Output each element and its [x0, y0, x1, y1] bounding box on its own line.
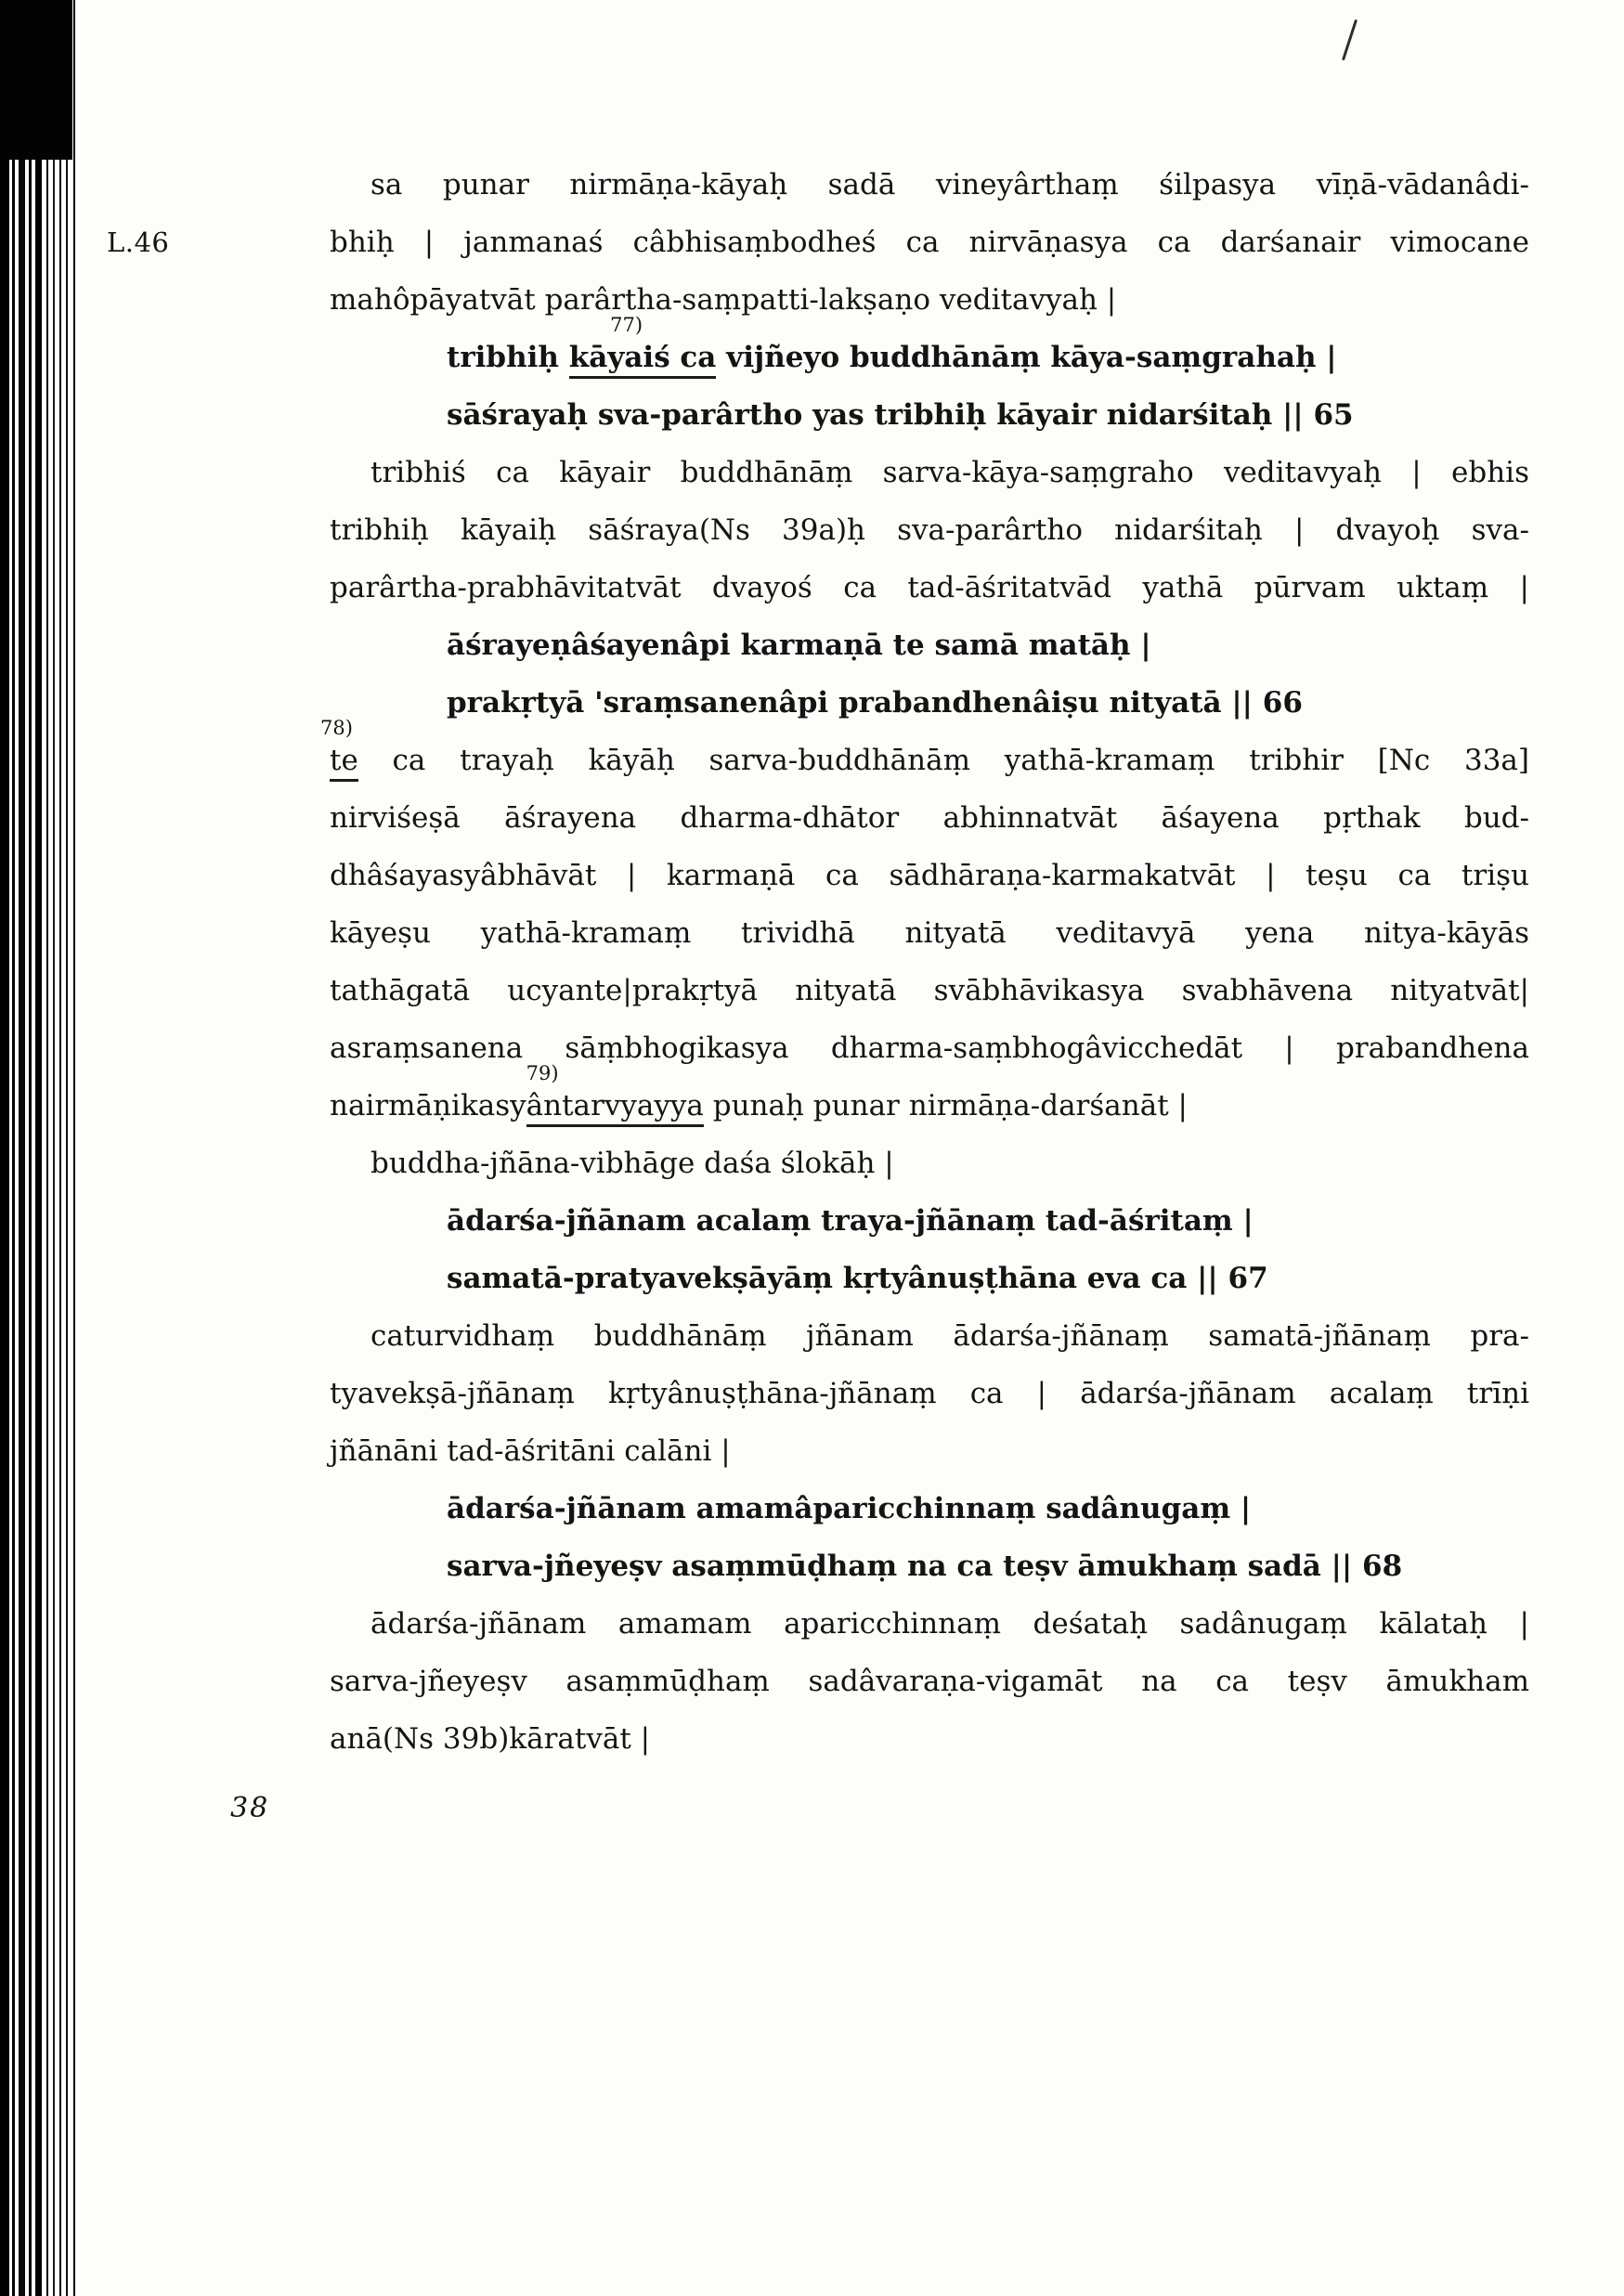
underlined-term: ântarvyayya 79): [526, 1089, 704, 1127]
text-segment: mahôpāyatvāt parârtha-saṃpatti-lakṣaṇo veditavyaḥ |: [330, 283, 1117, 317]
footnote-marker: 77): [610, 314, 643, 336]
prose-line: [330, 962, 1529, 1019]
verse-line: [330, 386, 1529, 444]
footnote-marker: 79): [526, 1062, 559, 1084]
text-segment: ādarśa-jñānam acalaṃ traya-jñānaṃ tad-āśritaṃ |: [447, 1204, 1254, 1238]
text-segment: sarva-jñeyeṣv asaṃmūḍhaṃ na ca teṣv āmukhaṃ sadā || 68: [447, 1550, 1403, 1583]
prose-line: [330, 847, 1529, 904]
prose-line: [330, 559, 1529, 616]
prose-line: [330, 271, 1529, 329]
text-segment: asraṃsanena sāṃbhogikasya dharma-saṃbhogâvicchedāt | prabandhena: [330, 1031, 1529, 1065]
prose-line: [330, 1422, 1529, 1480]
text-segment: tyavekṣā-jñānaṃ kṛtyânuṣṭhāna-jñānaṃ ca | ādarśa-jñānam acalaṃ trīṇi: [330, 1377, 1529, 1410]
prose-line: [330, 1365, 1529, 1422]
text-segment: tribhiḥ: [447, 341, 569, 374]
prose-line: [330, 1062, 1529, 1135]
text-segment: sarva-jñeyeṣv asaṃmūḍhaṃ sadâvaraṇa-vigamāt na ca teṣv āmukham: [330, 1665, 1529, 1698]
text-segment: dhâśayasyâbhāvāt | karmaṇā ca sādhāraṇa-karmakatvāt | teṣu ca triṣu: [330, 859, 1529, 892]
text-segment: ca trayaḥ kāyāḥ sarva-buddhānāṃ yathā-kramaṃ tribhir [Nc 33a]: [357, 744, 1529, 777]
prose-line: [330, 444, 1529, 501]
text-segment: samatā-pratyavekṣāyāṃ kṛtyânuṣṭhāna eva ca || 67: [447, 1262, 1268, 1295]
underlined-term: kāyaiś ca 77): [569, 341, 717, 379]
prose-line: [330, 1135, 1529, 1192]
text-segment: anā(Ns 39b)kāratvāt |: [330, 1722, 651, 1756]
prose-line: [330, 904, 1529, 962]
verse-line: [330, 674, 1529, 732]
prose-line: [330, 156, 1529, 214]
prose-line: [107, 214, 1529, 271]
text-segment: ādarśa-jñānam amamam aparicchinnaṃ deśataḥ sadânugaṃ kālataḥ |: [370, 1607, 1529, 1641]
text-segment: bhiḥ | janmanaś câbhisaṃbodheś ca nirvāṇasya ca darśanair vimocane: [330, 226, 1529, 259]
verse-line: [330, 1192, 1529, 1250]
prose-line: [330, 1710, 1529, 1768]
verse-line: [330, 1250, 1529, 1307]
text-segment: nirviśeṣā āśrayena dharma-dhātor abhinnatvāt āśayena pṛthak bud-: [330, 801, 1529, 835]
scan-ink-corner-block: [0, 0, 72, 160]
page-number: 38: [230, 1792, 270, 1824]
text-segment: buddha-jñāna-vibhāge daśa ślokāḥ |: [370, 1147, 894, 1180]
text-segment: punaḥ punar nirmāṇa-darśanāt |: [703, 1089, 1188, 1122]
text-segment: sāśrayaḥ sva-parârtho yas tribhiḥ kāyair nidarśitaḥ || 65: [447, 398, 1354, 432]
text-block: [107, 156, 1529, 1768]
footnote-marker: 78): [320, 717, 353, 739]
prose-line: [330, 1019, 1529, 1077]
prose-line: [330, 1653, 1529, 1710]
text-segment: tribhiś ca kāyair buddhānāṃ sarva-kāya-saṃgraho veditavyaḥ | ebhis: [370, 456, 1529, 489]
text-segment: vijñeyo buddhānāṃ kāya-saṃgrahaḥ |: [716, 341, 1337, 374]
text-segment: sa punar nirmāṇa-kāyaḥ sadā vineyârthaṃ śilpasya vīṇā-vādanâdi-: [370, 168, 1529, 201]
prose-line: [330, 1595, 1529, 1653]
prose-line: [330, 1307, 1529, 1365]
verse-line: [330, 314, 1529, 386]
text-segment: nairmāṇikasy: [330, 1089, 526, 1122]
text-segment: parârtha-prabhāvitatvāt dvayoś ca tad-āśritatvād yathā pūrvam uktaṃ |: [330, 571, 1529, 604]
prose-line: [330, 501, 1529, 559]
text-segment: ādarśa-jñānam amamâparicchinnaṃ sadânugaṃ |: [447, 1492, 1252, 1525]
verse-line: [330, 1480, 1529, 1537]
text-segment: prakṛtyā 'sraṃsanenâpi prabandhenâiṣu nityatā || 66: [447, 686, 1303, 720]
prose-line: [330, 789, 1529, 847]
text-segment: āśrayeṇâśayenâpi karmaṇā te samā matāḥ |: [447, 629, 1151, 662]
underlined-term: te 78): [330, 744, 358, 782]
margin-line-reference: L.46: [107, 227, 170, 258]
binding-scan-stripes: [0, 0, 82, 2296]
prose-line: [320, 717, 1529, 789]
text-segment: kāyeṣu yathā-kramaṃ trividhā nityatā veditavyā yena nitya-kāyās: [330, 916, 1529, 950]
verse-line: [330, 616, 1529, 674]
pen-mark: [1342, 19, 1358, 61]
text-segment: jñānāni tad-āśritāni calāni |: [330, 1434, 731, 1468]
text-segment: tribhiḥ kāyaiḥ sāśraya(Ns 39a)ḥ sva-parârtho nidarśitaḥ | dvayoḥ sva-: [330, 513, 1529, 547]
text-segment: caturvidhaṃ buddhānāṃ jñānam ādarśa-jñānaṃ samatā-jñānaṃ pra-: [370, 1319, 1529, 1353]
text-segment: tathāgatā ucyante|prakṛtyā nityatā svābhāvikasya svabhāvena nityatvāt|: [330, 974, 1529, 1007]
verse-line: [330, 1537, 1529, 1595]
